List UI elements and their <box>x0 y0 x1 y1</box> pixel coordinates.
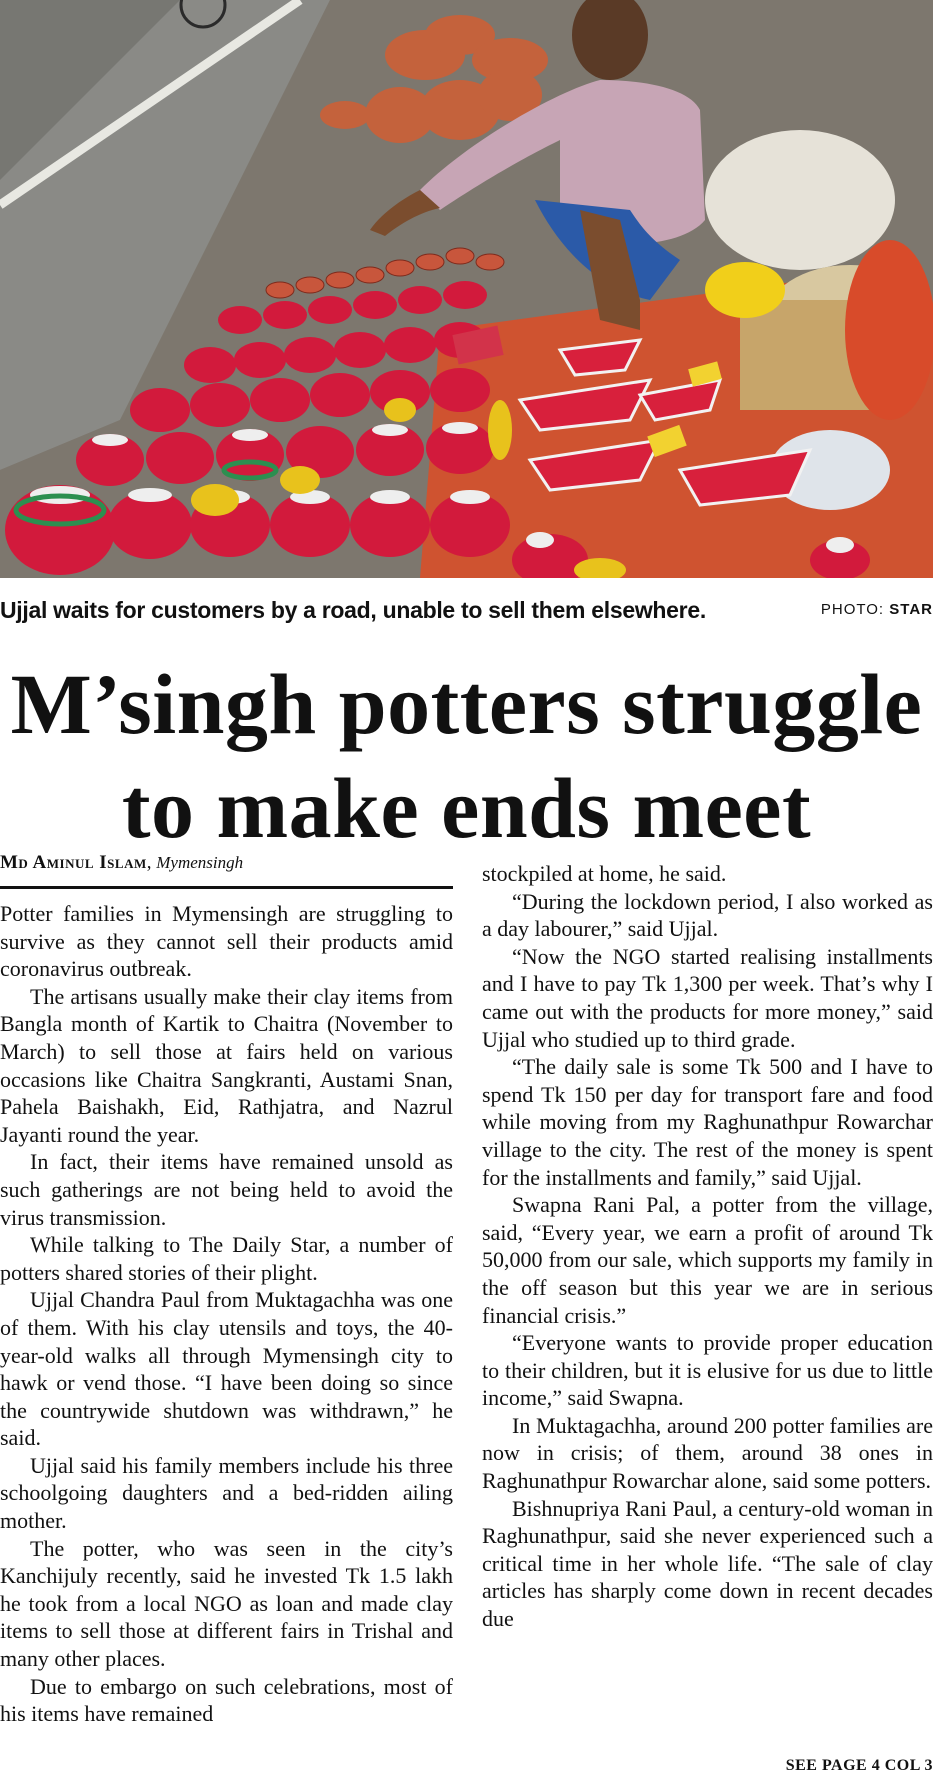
news-photo <box>0 0 933 578</box>
paragraph: Swapna Rani Pal, a potter from the village, said, “Every year, we earn a profit of around Tk 50,000 from our sale, which supports my family in the off season but this year we are in serious financial crisis.” <box>482 1192 933 1328</box>
paragraph: The potter, who was seen in the city’s Kanchijuly recently, said he invested Tk 1.5 lakh he took from a local NGO as loan and made clay items to sell those at different fairs in Trishal and many other places. <box>0 1535 453 1672</box>
photo-credit-prefix: PHOTO: <box>820 601 890 618</box>
paragraph: In Muktagachha, around 200 potter families are now in crisis; of them, around 38 ones in Raghunathpur Rowarchar alone, said some potters. <box>482 1412 933 1494</box>
paragraph: “During the lockdown period, I also worked as a day labourer,” said Ujjal. <box>482 888 933 942</box>
headline-line-1: M’singh potters struggle <box>10 656 923 752</box>
paragraph: stockpiled at home, he said. <box>482 861 727 886</box>
article-column-right <box>482 860 933 1633</box>
paragraph: Ujjal said his family members include his three schoolgoing daughters and a bed-ridden ailing mother. <box>0 1452 453 1534</box>
headline-line-2: to make ends meet <box>121 760 812 856</box>
paragraph: Ujjal Chandra Paul from Muktagachha was one of them. With his clay utensils and toys, the 40-year-old walks all through Mymensingh city to hawk or vend those. “I have been doing so since the countrywide shutdown was withdrawn,” he said. <box>0 1287 453 1451</box>
potter-scene-illustration <box>0 0 933 578</box>
byline-author: Md Aminul Islam <box>0 852 147 873</box>
photo-caption: Ujjal waits for customers by a road, unable to sell them elsewhere. <box>0 597 706 623</box>
paragraph: “The daily sale is some Tk 500 and I have to spend Tk 150 per day for transport fare and food while moving from my Raghunathpur Rowarchar village to the city. The rest of the money is spent for the installments and family,” said Ujjal. <box>482 1054 933 1190</box>
paragraph: Potter families in Mymensingh are struggling to survive as they cannot sell their products amid coronavirus outbreak. <box>0 901 453 982</box>
continued-on-page-link[interactable]: SEE PAGE 4 COL 3 <box>785 1757 933 1774</box>
byline <box>0 852 453 889</box>
paragraph: Bishnupriya Rani Paul, a century-old woman in Raghunathpur, said she never experienced such a critical time in her whole life. “The sale of clay articles has sharply come down in recent decades due <box>482 1495 933 1632</box>
paragraph: While talking to The Daily Star, a number of potters shared stories of their plight. <box>0 1232 453 1285</box>
paragraph: The artisans usually make their clay items from Bangla month of Kartik to Chaitra (November to March) to sell those at fairs held on various occasions like Chaitra Sangkranti, Austami Snan, Pahela Baishakh, Eid, Rathjatra, and Nazrul Jayanti round the year. <box>0 983 453 1147</box>
paragraph: “Everyone wants to provide proper education to their children, but it is elusive for us due to little income,” said Swapna. <box>482 1330 933 1411</box>
byline-location: Mymensingh <box>156 853 244 872</box>
byline-separator: , <box>146 852 157 873</box>
caption-row <box>0 597 933 631</box>
paragraph: In fact, their items have remained unsold as such gatherings are not being held to avoid the virus transmission. <box>0 1149 453 1230</box>
paragraph: “Now the NGO started realising installments and I have to pay Tk 1,300 per week. That’s why I came out with the products for more money,” said Ujjal who studied up to third grade. <box>482 943 933 1052</box>
photo-credit-source: STAR <box>889 601 933 618</box>
article-column-left <box>0 900 453 1728</box>
headline <box>0 652 933 860</box>
photo-credit <box>821 601 933 618</box>
paragraph: Due to embargo on such celebrations, most of his items have remained <box>0 1673 453 1727</box>
